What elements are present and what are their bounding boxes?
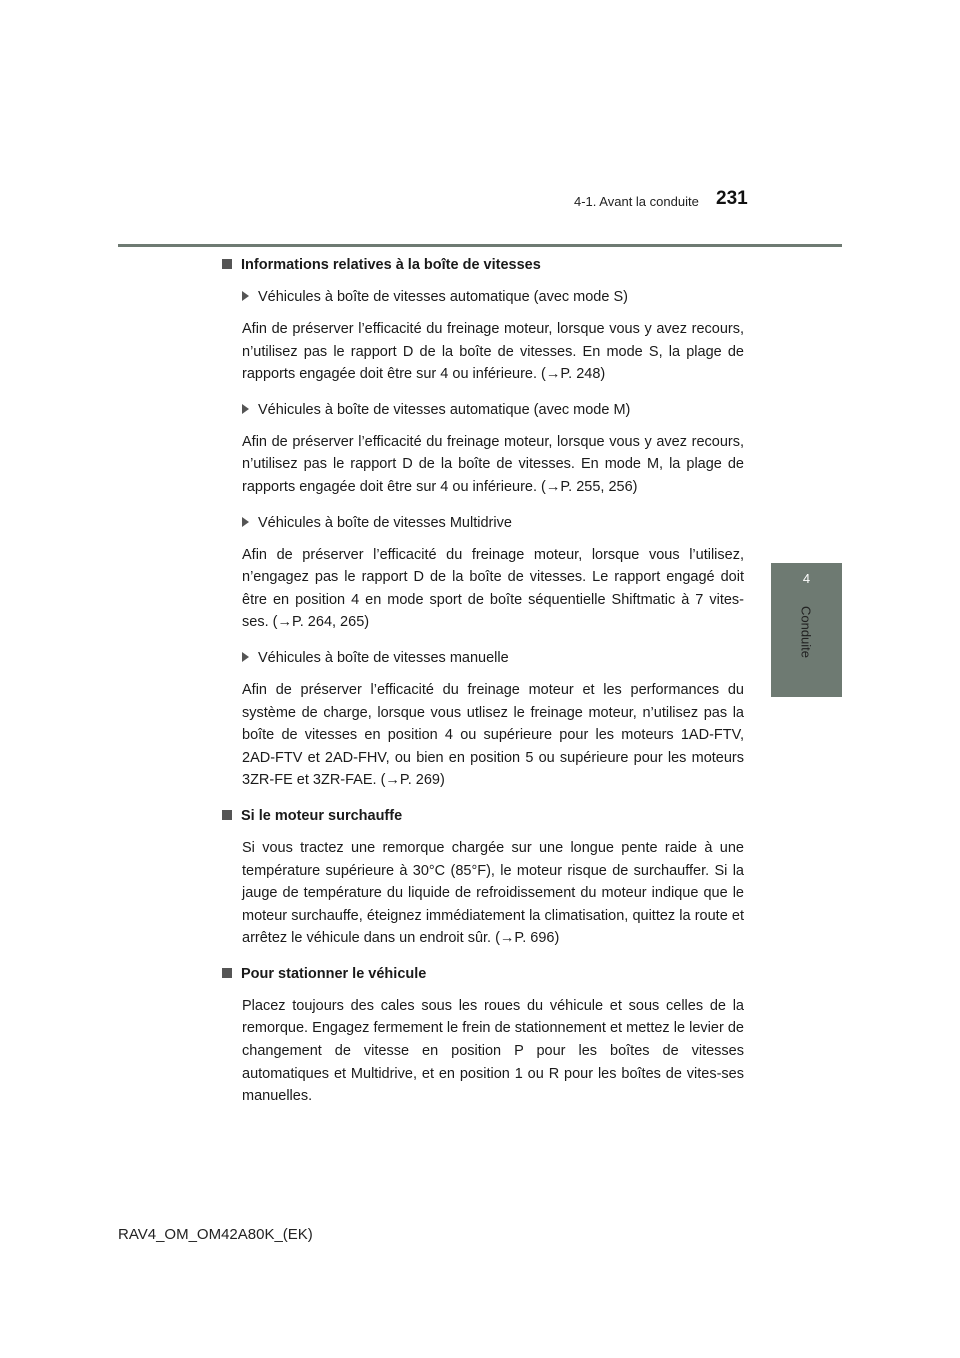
subsection-heading-text: Véhicules à boîte de vitesses Multidrive xyxy=(258,514,512,531)
subsection-heading-text: Véhicules à boîte de vitesses automatique (avec mode S) xyxy=(258,289,628,305)
triangle-bullet-icon xyxy=(242,404,249,414)
body-paragraph: Afin de préserver l’efficacité du freinage moteur, lorsque vous y avez recours, n’utilisez pas le rapport D de la boîte de vitesses. En mode M, la plage de rapports engagée doit être sur 4 ou inférieure. (→P. 255, 256) xyxy=(242,433,744,495)
page-content xyxy=(222,254,744,1121)
body-paragraph: Afin de préserver l’efficacité du freinage moteur, lorsque vous y avez recours, n’utilisez pas le rapport D de la boîte de vitesses. En mode S, la plage de rapports engagée doit être sur 4 ou inférieure. (→P. 248) xyxy=(242,321,744,383)
section-heading xyxy=(222,963,744,985)
subsection-heading xyxy=(242,512,744,534)
section-heading xyxy=(222,254,744,276)
subsection-heading-text: Véhicules à boîte de vitesses automatique (avec mode M) xyxy=(258,401,631,418)
square-bullet-icon xyxy=(222,810,232,820)
body-paragraph: Afin de préserver l’efficacité du freinage moteur, lorsque vous l’utilisez, n’engagez pas le rapport D de la boîte de vitesses. Le rapport engagé doit être en position 4 en mode sport de boîte séquentielle Shiftmatic à 7 vites-ses. (→P. 264, 265) xyxy=(242,546,744,631)
header-divider xyxy=(118,244,842,247)
section-heading xyxy=(222,805,744,827)
document-code: RAV4_OM_OM42A80K_(EK) xyxy=(118,1226,313,1243)
triangle-bullet-icon xyxy=(242,291,249,301)
subsection-heading-text: Véhicules à boîte de vitesses manuelle xyxy=(258,649,509,666)
section-heading-text: Informations relatives à la boîte de vitesses xyxy=(241,257,541,273)
triangle-bullet-icon xyxy=(242,652,249,662)
section-heading-text: Pour stationner le véhicule xyxy=(241,965,427,982)
chapter-tab-label: Conduite xyxy=(798,605,814,659)
header-section-title: 4-1. Avant la conduite xyxy=(574,194,699,209)
page-number: 231 xyxy=(716,188,748,209)
triangle-bullet-icon xyxy=(242,517,249,527)
body-paragraph: Afin de préserver l’efficacité du freinage moteur et les performances du système de charge, lorsque vous utlisez le freinage moteur, n’utilisez pas la boîte de vitesses en position 4 ou supérieure pour les moteurs 1AD-FTV, 2AD-FTV et 2AD-FHV, ou bien en position 5 ou supérieure pour les moteurs 3ZR-FE et 3ZR-FAE. (→P. 269) xyxy=(242,681,744,789)
square-bullet-icon xyxy=(222,259,232,269)
body-paragraph: Si vous tractez une remorque chargée sur une longue pente raide à une température supérieure à 30°C (85°F), le moteur risque de surchauffer. Si la jauge de température du liquide de refroidissement du moteur indique que le moteur surchauffe, éteignez immédiatement la climatisation, quittez la route et arrêtez le véhicule dans un endroit sûr. (→P. 696) xyxy=(242,839,744,947)
subsection-heading xyxy=(242,647,744,669)
subsection-heading xyxy=(242,286,744,308)
square-bullet-icon xyxy=(222,968,232,978)
section-heading-text: Si le moteur surchauffe xyxy=(241,807,403,824)
body-paragraph: Placez toujours des cales sous les roues du véhicule et sous celles de la remorque. Engagez fermement le frein de stationnement et mettez le levier de changement de vitesse en position P pour les boîtes de vitesses automatiques et Multidrive, et en position 1 ou R pour les boîtes de vites-ses manuelles. xyxy=(242,997,744,1105)
subsection-heading xyxy=(242,399,744,421)
chapter-tab-number: 4 xyxy=(802,571,811,586)
